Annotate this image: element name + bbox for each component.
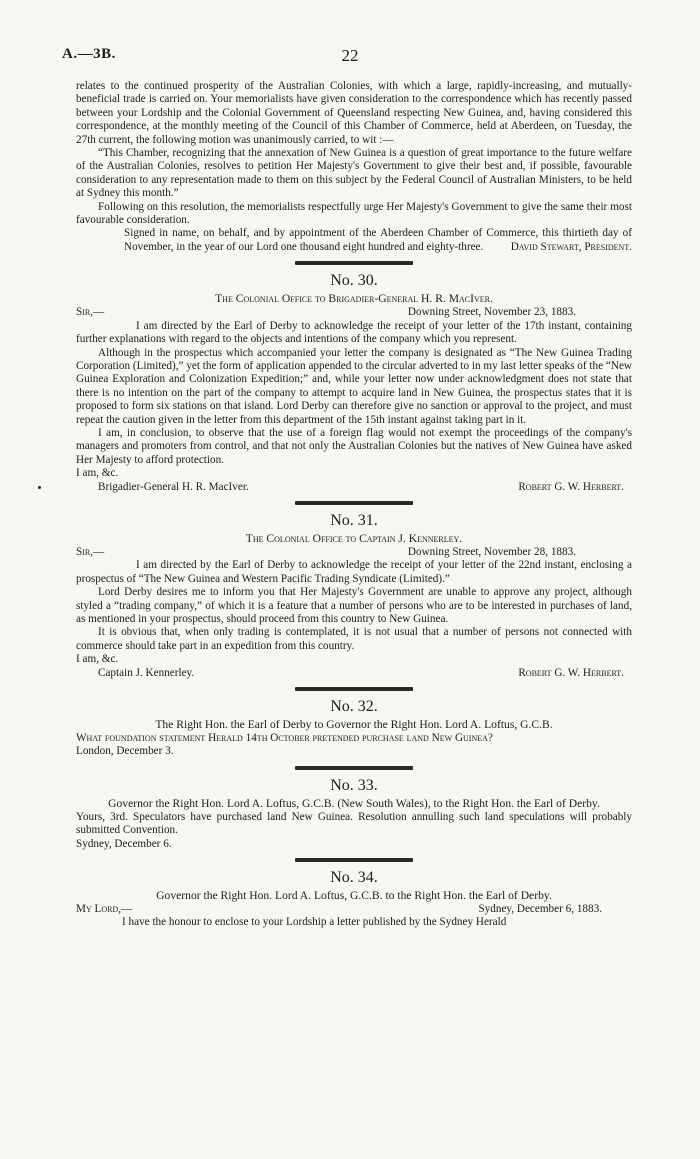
document-title: The Colonial Office to Captain J. Kennerley. — [245, 531, 463, 545]
letter-paragraph: Lord Derby desires me to inform you that Her Majesty's Government are unable to approve any project, although styled a “trading company,” of which it is a feature that a number of persons who are to be interested in purchases of land, as mentioned in your prospectus, should proceed from this country to New Guinea. — [76, 586, 632, 625]
page-number: 22 — [341, 46, 359, 65]
letter-paragraph: I am, in conclusion, to observe that the use of a foreign flag would not exempt the proceedings of the company's managers and promoters from control, and that not only the Australian Colonies but the natives of New Guinea have asked Her Majesty to afford protection. — [76, 426, 632, 466]
letter-address-line — [76, 306, 632, 319]
place-date: London, December 3. — [76, 745, 174, 758]
document-title: Governor the Right Hon. Lord A. Loftus, G.C.B. to the Right Hon. the Earl of Derby. — [156, 889, 552, 903]
stray-mark — [38, 486, 41, 489]
section-divider — [295, 501, 413, 505]
place-date: Sydney, December 6. — [76, 837, 172, 850]
letter-paragraph: Although in the prospectus which accompanied your letter the company is designated as “The New Guinea Trading Corporation (Limited),” yet the form of application appended to the circular adverted to in my last letter speaks of the “New Guinea Exploration and Colonization Expedition;” and, while your letter now under acknowledgment does not state that there is no intention on the part of the company to attempt to acquire land in New Guinea, the prospectus states that it is proposed to form six stations on that island. Lord Derby can therefore give no sanction or approval to the project, and must repeat the caution given in the letter from this department of the 15th instant against taking part in it. — [76, 346, 632, 426]
document-title: The Right Hon. the Earl of Derby to Governor the Right Hon. Lord A. Loftus, G.C.B. — [155, 718, 553, 732]
letter-address-line — [76, 903, 632, 916]
memorial-signed-text: Signed in name, on behalf, and by appointment of the Aberdeen Chamber of Commerce, this thirtieth day of November, in the year of our Lord one thousand eight hundred and eighty-three. — [124, 227, 632, 253]
section-divider — [295, 766, 413, 770]
place-date: Sydney, December 6, 1883. — [478, 903, 602, 916]
letter-paragraph: I am directed by the Earl of Derby to acknowledge the receipt of your letter of the 17th instant, containing further explanations with regard to the objects and intentions of the company which you represent. — [76, 319, 632, 346]
letter-paragraph: I am directed by the Earl of Derby to acknowledge the receipt of your letter of the 22nd instant, enclosing a prospectus of “The New Guinea and Western Pacific Trading Syndicate (Limited).” — [76, 559, 632, 585]
telegram-text: Yours, 3rd. Speculators have purchased land New Guinea. Resolution annulling such land speculations will probably submitted Convention. — [76, 810, 632, 837]
addressee: Captain J. Kennerley. — [98, 666, 195, 679]
letter-closing: I am, &c. — [76, 467, 119, 480]
telegram-text: What foundation statement Herald 14th October pretended purchase land New Guinea? — [76, 732, 493, 745]
document-body — [76, 80, 632, 930]
section-divider — [295, 261, 413, 265]
letter-signature-line — [76, 667, 632, 680]
document-number: No. 34. — [330, 869, 378, 887]
letter-closing: I am, &c. — [76, 653, 119, 666]
letter-signature-line — [76, 481, 632, 494]
memorial-signer: David Stewart, President. — [510, 240, 632, 253]
signer: Robert G. W. Herbert. — [518, 480, 624, 493]
memorial-signature-block — [124, 227, 632, 254]
memorial-quote: “This Chamber, recognizing that the annexation of New Guinea is a question of great importance to the future welfare of the Australian Colonies, resolves to petition Her Majesty's Government to give their best and, if possible, favourable consideration to any representation made to them on this subject by the Federal Council of Australian Ministers, to be held at Sydney this month.” — [76, 147, 632, 200]
memorial-paragraph: Following on this resolution, the memorialists respectfully urge Her Majesty's Government to give the same their most favourable consideration. — [76, 200, 632, 227]
page-header — [62, 46, 638, 68]
document-number: No. 32. — [330, 698, 378, 716]
document-reference: A.—3B. — [62, 46, 116, 62]
document-number: No. 31. — [330, 511, 378, 529]
salutation: Sir,— — [76, 545, 105, 558]
addressee: Brigadier-General H. R. MacIver. — [98, 480, 249, 493]
salutation: My Lord,— — [76, 903, 133, 916]
section-divider — [295, 858, 413, 862]
letter-paragraph: I have the honour to enclose to your Lordship a letter published by the Sydney Herald — [122, 916, 507, 929]
document-number: No. 30. — [330, 272, 378, 290]
document-number: No. 33. — [330, 776, 378, 794]
document-title: Governor the Right Hon. Lord A. Loftus, G.C.B. (New South Wales), to the Right Hon. the Earl of Derby. — [108, 796, 600, 810]
letter-paragraph: It is obvious that, when only trading is contemplated, it is not usual that a number of persons not connected with commerce should take part in an expedition from this country. — [76, 626, 632, 652]
place-date: Downing Street, November 28, 1883. — [407, 545, 576, 558]
place-date: Downing Street, November 23, 1883. — [407, 306, 576, 319]
letter-address-line — [76, 546, 632, 559]
document-title: The Colonial Office to Brigadier-General H. R. MacIver. — [215, 292, 493, 306]
signer: Robert G. W. Herbert. — [518, 666, 624, 679]
memorial-paragraph: relates to the continued prosperity of the Australian Colonies, with which a large, rapidly-increasing, and mutually-beneficial trade is carried on. Your memorialists have given consideration to the correspondence which has recently passed between your Lordship and the Colonial Government of Queensland respecting New Guinea, and, having considered this correspondence, at the monthly meeting of the Council of this Chamber of Commerce, held at Aberdeen, on Tuesday, the 27th current, the following motion was unanimously carried, to wit :— — [76, 80, 632, 146]
section-divider — [295, 687, 413, 691]
salutation: Sir,— — [76, 306, 105, 319]
